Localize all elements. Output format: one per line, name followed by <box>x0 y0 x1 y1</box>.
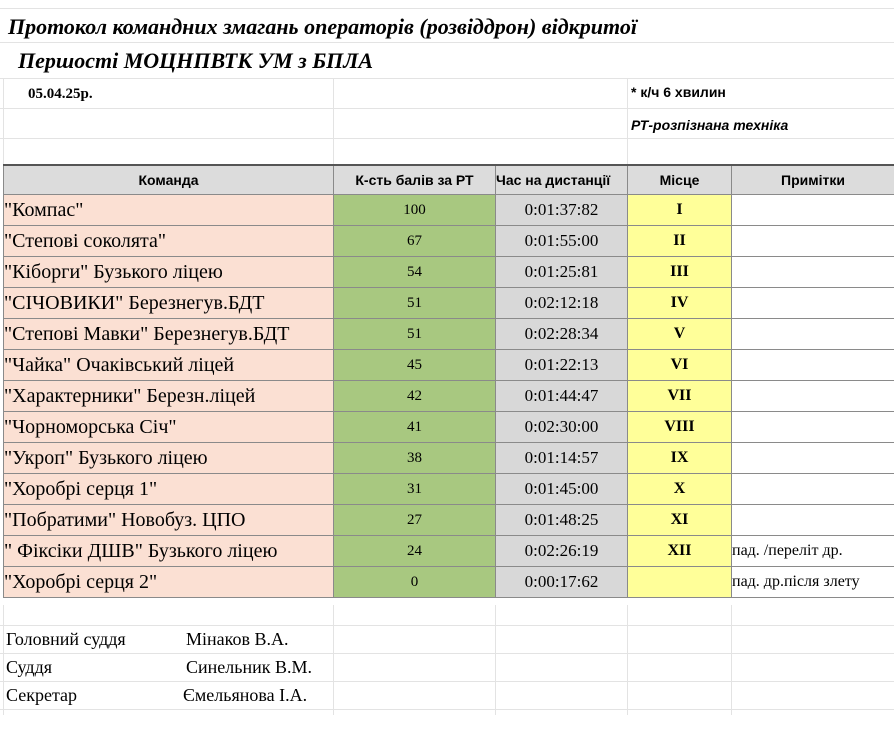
points-cell[interactable]: 67 <box>334 226 496 257</box>
notes-cell[interactable] <box>732 226 894 257</box>
grid-line <box>0 78 894 79</box>
column-header-team[interactable]: Команда <box>4 165 334 195</box>
table-row <box>4 474 894 505</box>
rt-legend-note: РТ-розпізнана техніка <box>631 117 789 133</box>
secretary-name: Ємельянова І.А. <box>183 685 308 705</box>
notes-cell[interactable] <box>732 319 894 350</box>
points-cell[interactable]: 45 <box>334 350 496 381</box>
team-cell[interactable]: "Степові соколята" <box>4 226 334 257</box>
grid-line <box>0 108 894 109</box>
points-cell[interactable]: 41 <box>334 412 496 443</box>
points-cell[interactable]: 42 <box>334 381 496 412</box>
points-cell[interactable]: 54 <box>334 257 496 288</box>
points-cell[interactable]: 27 <box>334 505 496 536</box>
table-row <box>4 412 894 443</box>
time-cell[interactable]: 0:01:22:13 <box>496 350 628 381</box>
grid-line <box>3 78 4 164</box>
time-cell[interactable]: 0:01:45:00 <box>496 474 628 505</box>
notes-cell[interactable] <box>732 195 894 226</box>
time-cell[interactable]: 0:02:30:00 <box>496 412 628 443</box>
table-row <box>4 567 894 598</box>
time-cell[interactable]: 0:01:48:25 <box>496 505 628 536</box>
notes-cell[interactable] <box>732 412 894 443</box>
grid-line <box>3 605 4 715</box>
points-cell[interactable]: 51 <box>334 319 496 350</box>
judge-name: Синельник В.М. <box>186 657 312 677</box>
place-cell[interactable]: XII <box>628 536 732 567</box>
notes-cell[interactable]: пад. /переліт др. <box>732 536 894 567</box>
protocol-title-line2: Першості МОЦНПВТК УМ з БПЛА <box>18 48 374 73</box>
notes-cell[interactable] <box>732 257 894 288</box>
table-row <box>4 257 894 288</box>
column-header-time[interactable]: Час на дистанції <box>496 165 628 195</box>
column-header-points[interactable]: К-сть балів за РТ <box>334 165 496 195</box>
notes-cell[interactable] <box>732 381 894 412</box>
time-cell[interactable]: 0:01:14:57 <box>496 443 628 474</box>
chief-judge-name: Мінаков В.А. <box>186 629 289 649</box>
place-cell[interactable]: IV <box>628 288 732 319</box>
table-row <box>4 443 894 474</box>
team-cell[interactable]: "Степові Мавки" Березнегув.БДТ <box>4 319 334 350</box>
grid-line <box>333 78 334 164</box>
competition-date: 05.04.25р. <box>28 86 93 102</box>
time-cell[interactable]: 0:01:44:47 <box>496 381 628 412</box>
table-row <box>4 226 894 257</box>
time-cell[interactable]: 0:01:37:82 <box>496 195 628 226</box>
points-cell[interactable]: 0 <box>334 567 496 598</box>
time-cell[interactable]: 0:02:28:34 <box>496 319 628 350</box>
table-row <box>4 319 894 350</box>
time-cell[interactable]: 0:01:55:00 <box>496 226 628 257</box>
place-cell[interactable] <box>628 567 732 598</box>
grid-line <box>627 605 628 715</box>
team-cell[interactable]: " Фіксіки ДШВ" Бузького ліцею <box>4 536 334 567</box>
time-limit-note: * к/ч 6 хвилин <box>631 84 726 100</box>
team-cell[interactable]: "СІЧОВИКИ" Березнегув.БДТ <box>4 288 334 319</box>
place-cell[interactable]: VI <box>628 350 732 381</box>
grid-line <box>0 681 894 682</box>
team-cell[interactable]: "Чорноморська Січ" <box>4 412 334 443</box>
results-table <box>3 164 894 598</box>
column-header-place[interactable]: Місце <box>628 165 732 195</box>
team-cell[interactable]: "Хоробрі серця 1" <box>4 474 334 505</box>
time-cell[interactable]: 0:02:26:19 <box>496 536 628 567</box>
place-cell[interactable]: IX <box>628 443 732 474</box>
table-row <box>4 195 894 226</box>
place-cell[interactable]: I <box>628 195 732 226</box>
grid-line <box>0 653 894 654</box>
table-row <box>4 288 894 319</box>
grid-line <box>0 42 894 43</box>
notes-cell[interactable] <box>732 505 894 536</box>
chief-judge-role: Головний суддя <box>6 629 126 649</box>
place-cell[interactable]: II <box>628 226 732 257</box>
notes-cell[interactable] <box>732 443 894 474</box>
table-row <box>4 381 894 412</box>
notes-cell[interactable] <box>732 350 894 381</box>
column-header-notes[interactable]: Примітки <box>732 165 894 195</box>
grid-line <box>627 78 628 164</box>
place-cell[interactable]: VII <box>628 381 732 412</box>
judge-role: Суддя <box>6 657 53 677</box>
table-row <box>4 505 894 536</box>
points-cell[interactable]: 100 <box>334 195 496 226</box>
grid-line <box>0 8 894 9</box>
grid-line <box>495 605 496 715</box>
notes-cell[interactable] <box>732 288 894 319</box>
table-row <box>4 350 894 381</box>
time-cell[interactable]: 0:02:12:18 <box>496 288 628 319</box>
team-cell[interactable]: "Кіборги" Бузького ліцею <box>4 257 334 288</box>
points-cell[interactable]: 31 <box>334 474 496 505</box>
place-cell[interactable]: XI <box>628 505 732 536</box>
secretary-role: Секретар <box>6 685 78 705</box>
place-cell[interactable]: X <box>628 474 732 505</box>
points-cell[interactable]: 51 <box>334 288 496 319</box>
grid-line <box>0 138 894 139</box>
protocol-title-line1: Протокол командних змагань операторів (розвіддрон) відкритої <box>8 14 637 39</box>
grid-line <box>731 605 732 715</box>
table-header-row <box>4 165 894 195</box>
grid-line <box>0 709 894 710</box>
time-cell[interactable]: 0:00:17:62 <box>496 567 628 598</box>
team-cell[interactable]: "Чайка" Очаківський ліцей <box>4 350 334 381</box>
place-cell[interactable]: VIII <box>628 412 732 443</box>
grid-line <box>333 605 334 715</box>
points-cell[interactable]: 38 <box>334 443 496 474</box>
grid-line <box>0 625 894 626</box>
notes-cell[interactable]: пад. др.після злету <box>732 567 894 598</box>
place-cell[interactable]: III <box>628 257 732 288</box>
team-cell[interactable]: "Побратими" Новобуз. ЦПО <box>4 505 334 536</box>
team-cell[interactable]: "Характерники" Березн.ліцей <box>4 381 334 412</box>
table-row <box>4 536 894 567</box>
notes-cell[interactable] <box>732 474 894 505</box>
time-cell[interactable]: 0:01:25:81 <box>496 257 628 288</box>
points-cell[interactable]: 24 <box>334 536 496 567</box>
team-cell[interactable]: "Компас" <box>4 195 334 226</box>
place-cell[interactable]: V <box>628 319 732 350</box>
team-cell[interactable]: "Укроп" Бузького ліцею <box>4 443 334 474</box>
team-cell[interactable]: "Хоробрі серця 2" <box>4 567 334 598</box>
